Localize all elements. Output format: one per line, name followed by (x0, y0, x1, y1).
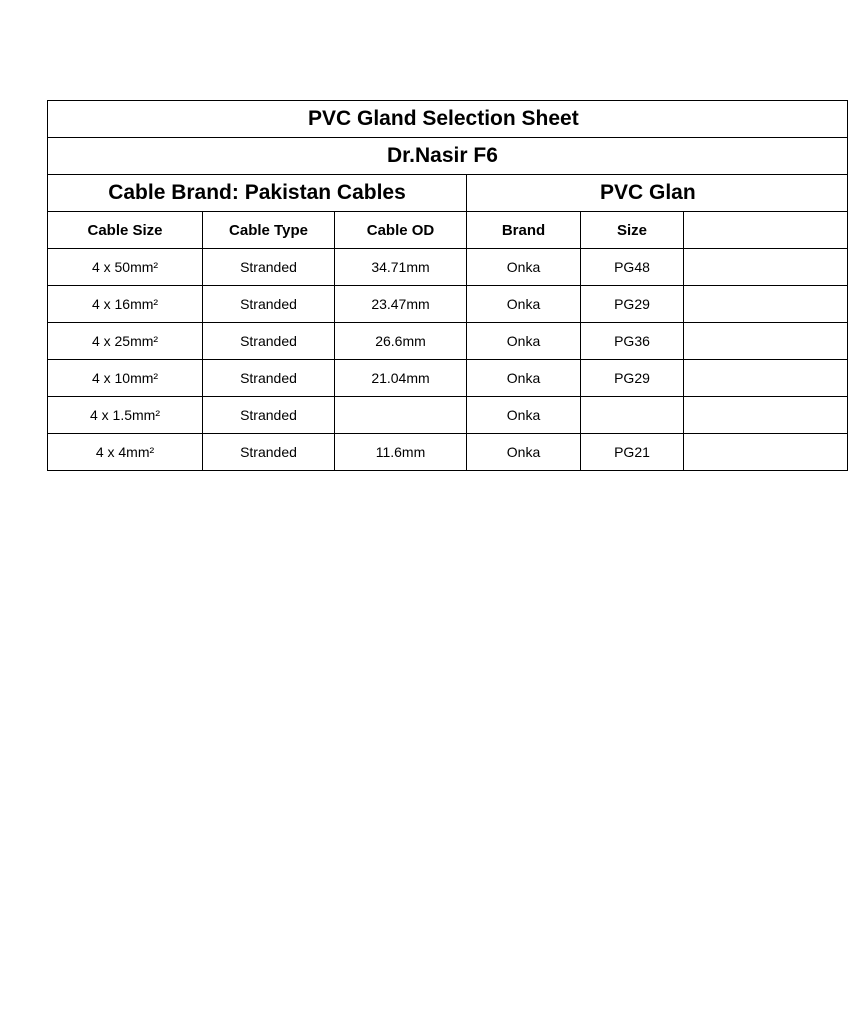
cell-gland-size: PG48 (581, 249, 684, 286)
sheet-title: PVC Gland Selection Sheet (48, 101, 848, 138)
column-header-size: Size (581, 212, 684, 249)
cell-cable-type: Stranded (203, 434, 335, 471)
cell-brand: Onka (467, 323, 581, 360)
cell-cable-type: Stranded (203, 286, 335, 323)
cell-cable-od: 26.6mm (335, 323, 467, 360)
selection-table (47, 100, 848, 471)
cell-gland-size (581, 397, 684, 434)
cable-brand-header: Cable Brand: Pakistan Cables (48, 175, 467, 212)
cell-blank (684, 323, 848, 360)
cell-cable-size: 4 x 4mm² (48, 434, 203, 471)
cell-blank (684, 286, 848, 323)
cell-cable-size: 4 x 50mm² (48, 249, 203, 286)
cell-cable-type: Stranded (203, 360, 335, 397)
cell-gland-size: PG21 (581, 434, 684, 471)
cell-brand: Onka (467, 397, 581, 434)
cell-brand: Onka (467, 286, 581, 323)
table-row (48, 323, 848, 360)
cell-blank (684, 249, 848, 286)
cell-gland-size: PG29 (581, 286, 684, 323)
column-header-cable-size: Cable Size (48, 212, 203, 249)
sheet-subtitle: Dr.Nasir F6 (48, 138, 848, 175)
cell-gland-size: PG29 (581, 360, 684, 397)
cell-brand: Onka (467, 360, 581, 397)
pvc-gland-header: PVC Glan (467, 175, 848, 212)
cell-cable-type: Stranded (203, 323, 335, 360)
gland-selection-sheet (47, 100, 696, 468)
cell-cable-od (335, 397, 467, 434)
column-header-cable-od: Cable OD (335, 212, 467, 249)
cell-blank (684, 397, 848, 434)
cell-cable-type: Stranded (203, 249, 335, 286)
table-row (48, 249, 848, 286)
cell-cable-od: 21.04mm (335, 360, 467, 397)
table-row (48, 397, 848, 434)
cell-cable-size: 4 x 16mm² (48, 286, 203, 323)
cell-blank (684, 360, 848, 397)
cell-gland-size: PG36 (581, 323, 684, 360)
cell-cable-size: 4 x 1.5mm² (48, 397, 203, 434)
table-row (48, 286, 848, 323)
table-row (48, 360, 848, 397)
cell-cable-od: 11.6mm (335, 434, 467, 471)
cell-cable-od: 23.47mm (335, 286, 467, 323)
cell-cable-size: 4 x 10mm² (48, 360, 203, 397)
cell-brand: Onka (467, 249, 581, 286)
column-header-cable-type: Cable Type (203, 212, 335, 249)
column-header-row (48, 212, 848, 249)
cell-cable-size: 4 x 25mm² (48, 323, 203, 360)
cell-cable-od: 34.71mm (335, 249, 467, 286)
cell-blank (684, 434, 848, 471)
cell-brand: Onka (467, 434, 581, 471)
cell-cable-type: Stranded (203, 397, 335, 434)
column-header-blank (684, 212, 848, 249)
table-row (48, 434, 848, 471)
column-header-brand: Brand (467, 212, 581, 249)
